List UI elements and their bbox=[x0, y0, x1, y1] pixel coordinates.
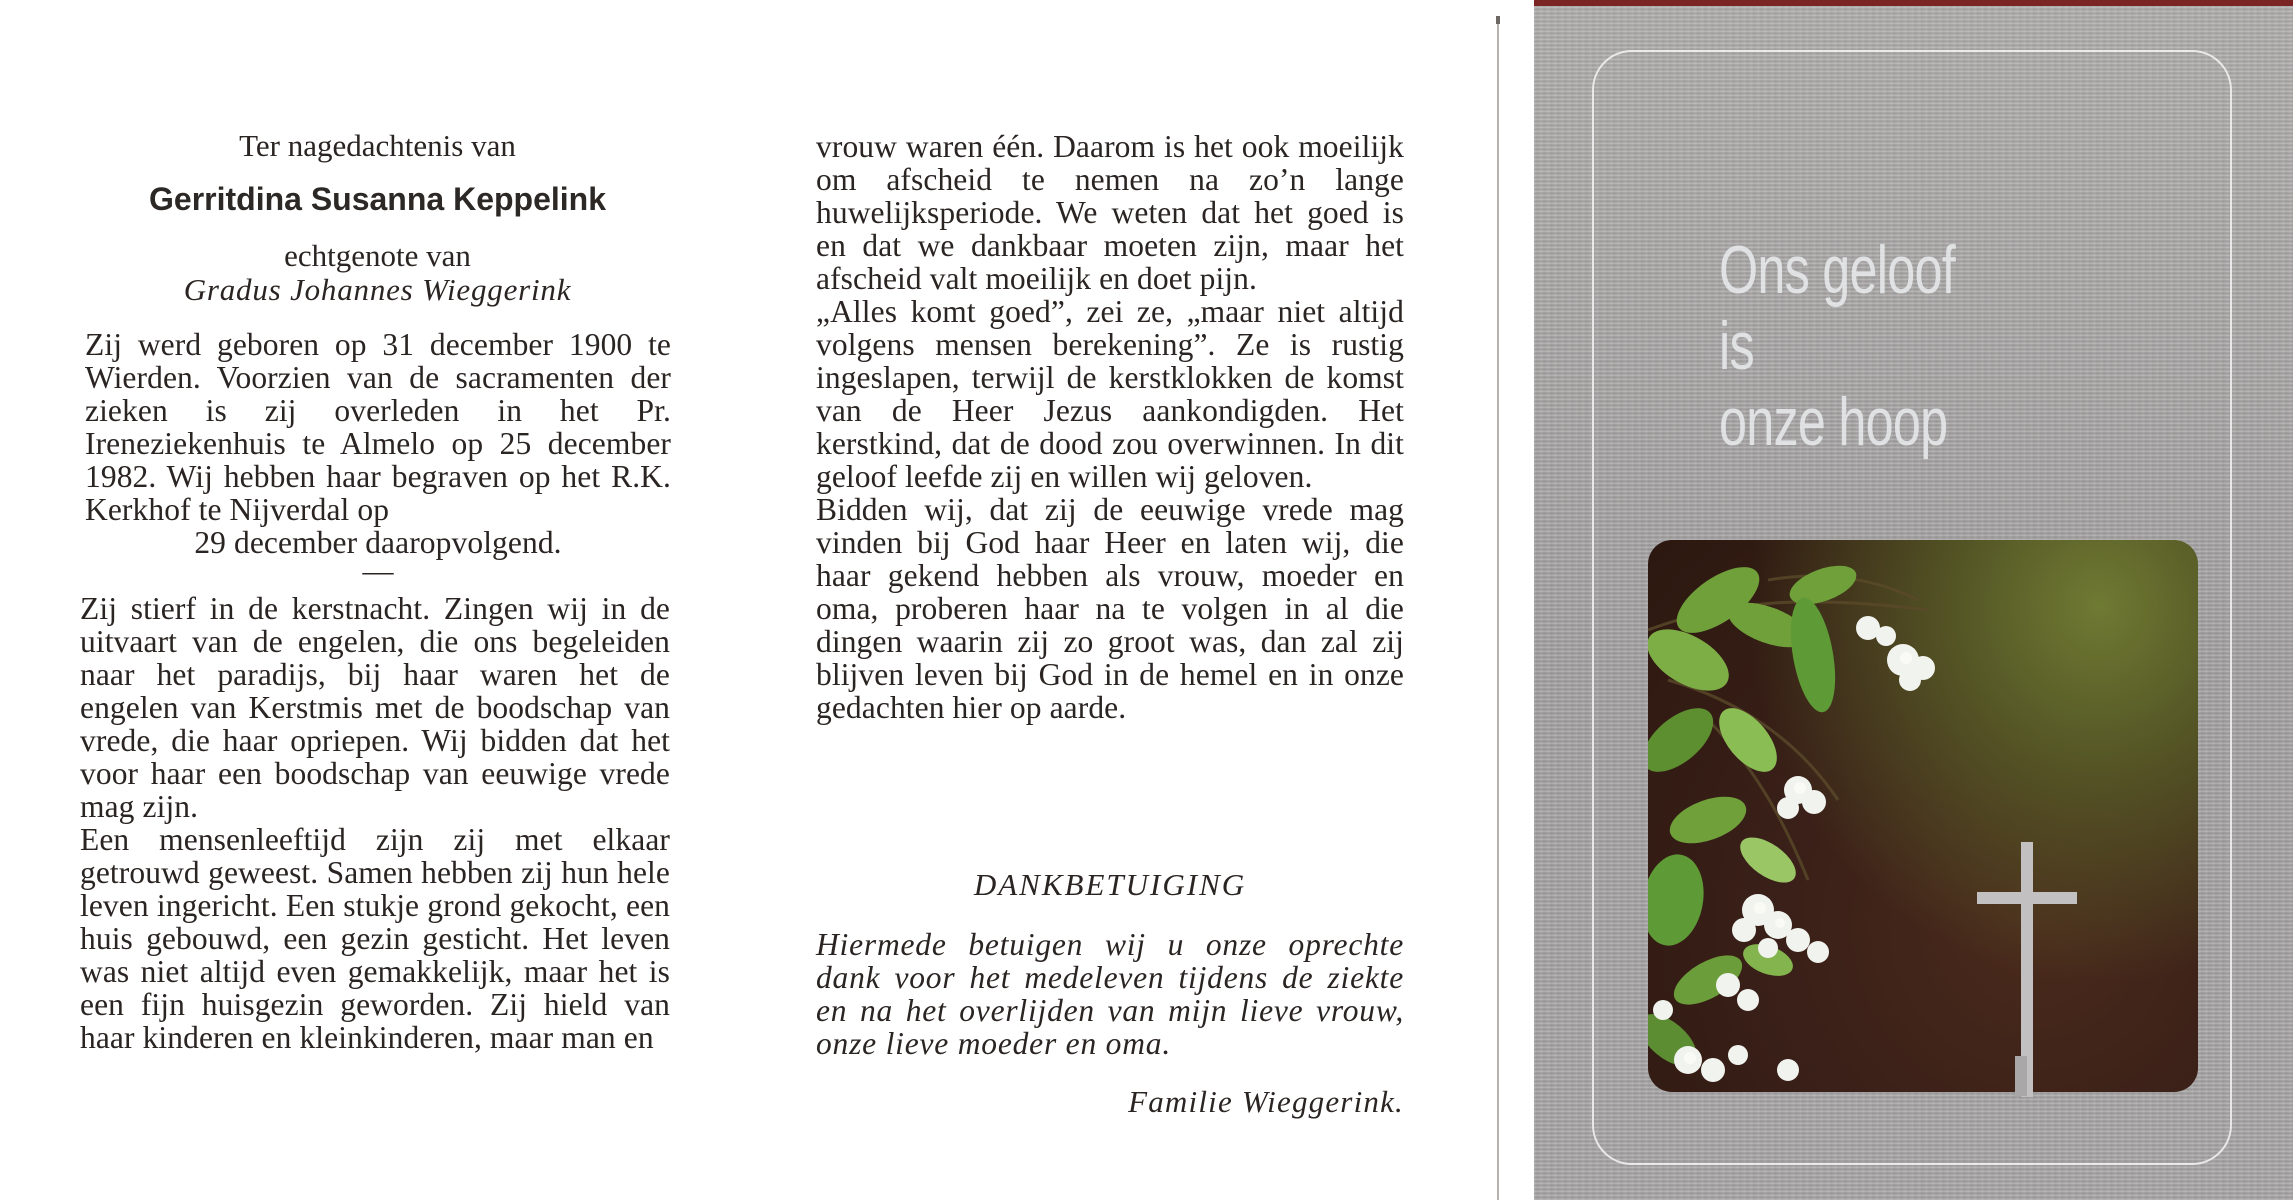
reflection-paragraph-3: vrouw waren één. Daarom is het ook moeilijk om afscheid te nemen na zo’n lange huwelijksperiode. We weten dat het goed is en dat we dankbaar moeten zijn, maar het afscheid valt moeilijk en doet pijn. bbox=[816, 129, 1404, 296]
in-memory-of-line: Ter nagedachtenis van bbox=[239, 128, 516, 163]
reflection-paragraph-4: „Alles komt goed”, zei ze, „maar niet altijd volgens mensen berekening”. Ze is rustig ingeslapen, terwijl de kerstklokken de komst van de Heer Jezus aankondigden. Het kerstkind, dat de dood zou overwinnen. In dit geloof leefde zij en willen wij geloven. bbox=[816, 294, 1404, 494]
biography-last-line: 29 december daaropvolgend. bbox=[194, 525, 562, 560]
cover-title-line-2: is bbox=[1719, 308, 1754, 384]
cover-title bbox=[1719, 232, 2030, 460]
cover-title-line-3: onze hoop bbox=[1719, 384, 1948, 460]
blossom-branch-illustration bbox=[1648, 540, 2198, 1092]
biography-paragraph bbox=[85, 328, 671, 559]
reflection-paragraph-1: Zij stierf in de kerstnacht. Zingen wij in de uitvaart van de engelen, die ons begeleiden naar het paradijs, bij haar waren het de engelen van Kerstmis met de boodschap van vrede, die haar opriepen. Wij bidden dat het voor haar een boodschap van eeuwige vrede mag zijn. bbox=[80, 591, 670, 824]
biography-text: Zij werd geboren op 31 december 1900 te Wierden. Voorzien van de sacramenten der zieken is zij overleden in het Pr. Ireneziekenhuis te Almelo op 25 december 1982. Wij hebben haar begraven op het R.K. Kerkhof te Nijverdal op bbox=[85, 327, 671, 527]
spouse-name: Gradus Johannes Wieggerink bbox=[183, 272, 572, 307]
thanks-heading: DANKBETUIGING bbox=[973, 867, 1247, 902]
prayer-paragraph: Bidden wij, dat zij de eeuwige vrede mag vinden bij God haar Heer en laten wij, die haar gekend hebben als vrouw, moeder en oma, proberen haar na te volgen in al die dingen waarin zij zo groot was, dan zal zij blijven leven bij God in de hemel en in onze gedachten hier op aarde. bbox=[816, 492, 1404, 725]
family-signature: Familie Wieggerink. bbox=[1128, 1084, 1404, 1119]
cross-icon-horizontal bbox=[1977, 892, 2077, 904]
cross-base-gap bbox=[2015, 1056, 2027, 1096]
reflection-text-left bbox=[80, 592, 670, 1054]
memorial-heading bbox=[85, 128, 670, 307]
reflection-text-middle bbox=[816, 130, 1404, 724]
thanks-text bbox=[816, 928, 1404, 1060]
cover-title-line-1: Ons geloof bbox=[1719, 232, 1955, 308]
spouse-of-line: echtgenote van bbox=[284, 238, 471, 273]
blossom-photo bbox=[1648, 540, 2198, 1092]
reflection-paragraph-2: Een mensenleeftijd zijn zij met elkaar getrouwd geweest. Samen hebben zij hun hele leven ingericht. Een stukje grond gekocht, een huis gebouwd, een gezin gesticht. Het leven was niet altijd even gemakkelijk, maar het is een fijn huisgezin geworden. Zij hield van haar kinderen en kleinkinderen, maar man en bbox=[80, 822, 670, 1055]
fold-tick-mark bbox=[1496, 16, 1500, 24]
card-cover bbox=[1534, 0, 2293, 1200]
cover-top-edge bbox=[1534, 0, 2293, 6]
thanks-paragraph: Hiermede betuigen wij u onze oprechte dank voor het medeleven tijdens de ziekte en na het overlijden van mijn lieve vrouw, onze lieve moeder en oma. bbox=[816, 927, 1404, 1061]
deceased-name: Gerritdina Susanna Keppelink bbox=[149, 181, 606, 217]
section-separator: — bbox=[362, 553, 394, 588]
fold-line bbox=[1497, 18, 1499, 1200]
